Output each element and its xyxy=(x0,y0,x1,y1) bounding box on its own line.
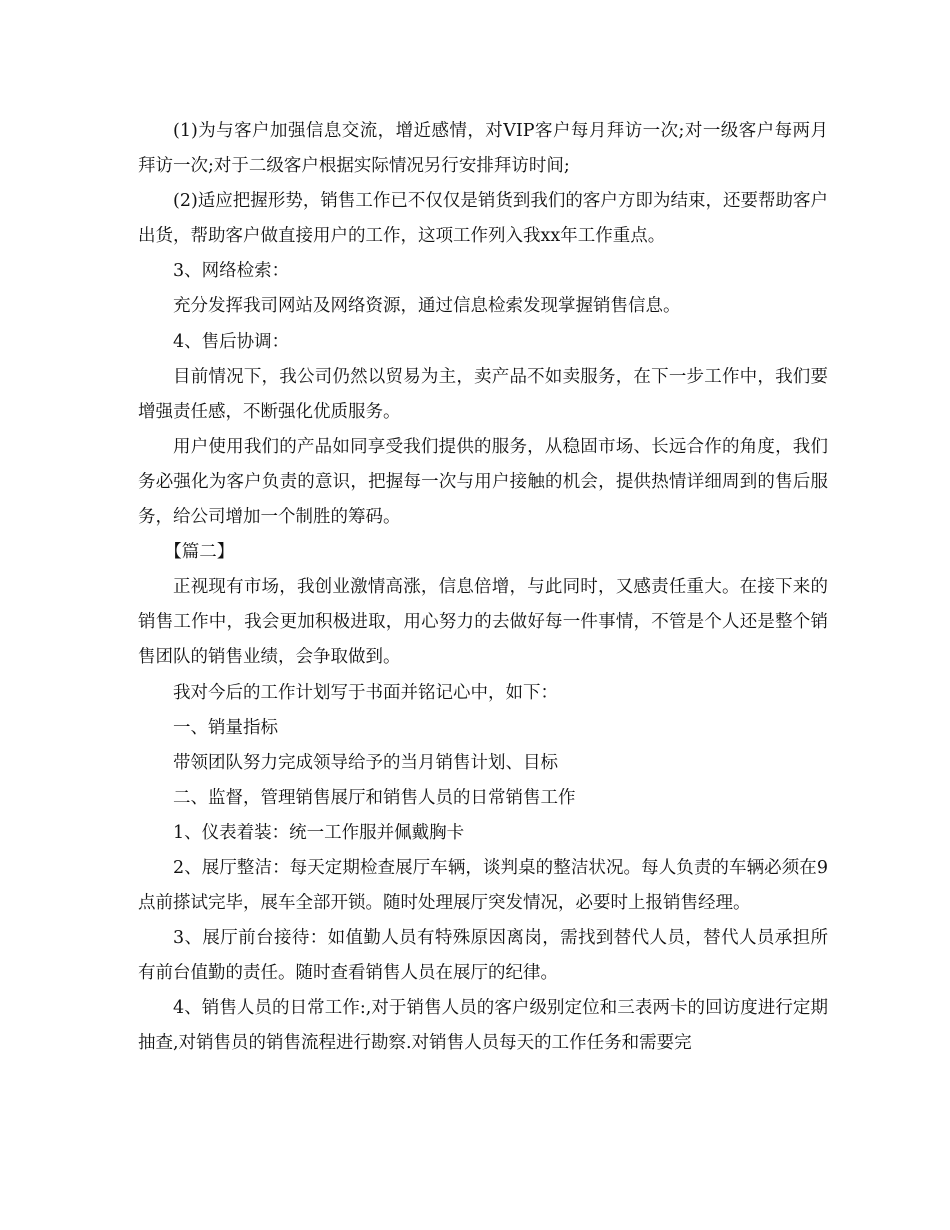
paragraph-market-outlook: 正视现有市场，我创业激情高涨，信息倍增，与此同时，又感责任重大。在接下来的销售工作中，我会更加积极进取，用心努力的去做好每一件事情，不管是个人还是整个销售团队的销售业绩，会争取做到。 xyxy=(138,577,828,668)
paragraph-after-sales-service: 用户使用我们的产品如同享受我们提供的服务，从稳固市场、长远合作的角度，我们务必强化为客户负责的意识，把握每一次与用户接触的机会，提供热情详细周到的售后服务，给公司增加一个制胜的筹码。 xyxy=(138,436,828,528)
document-body xyxy=(138,114,828,1062)
list-item-front-desk: 3、展厅前台接待：如值勤人员有特殊原因离岗，需找到替代人员，替代人员承担所有前台值勤的责任。随时查看销售人员在展厅的纪律。 xyxy=(138,928,828,984)
chapter-heading-part-two: 【篇二】 xyxy=(164,542,235,563)
paragraph-market-adaptation: (2)适应把握形势，销售工作已不仅仅是销货到我们的客户方即为结束，还要帮助客户出货，帮助客户做直接用户的工作，这项工作列入我xx年工作重点。 xyxy=(138,191,828,247)
list-item-dress-code: 1、仪表着装：统一工作服并佩戴胸卡 xyxy=(173,822,465,843)
paragraph-after-sales-current: 目前情况下，我公司仍然以贸易为主，卖产品不如卖服务，在下一步工作中，我们要增强责任感，不断强化优质服务。 xyxy=(138,366,828,422)
section-heading-network-search: 3、网络检索： xyxy=(173,261,290,282)
section-heading-sales-target: 一、销量指标 xyxy=(173,717,278,738)
list-item-showroom-cleanliness: 2、展厅整洁：每天定期检查展厅车辆，谈判桌的整洁状况。每人负责的车辆必须在9点前搽试完毕，展车全部开锁。随时处理展厅突发情况，必要时上报销售经理。 xyxy=(138,857,828,914)
paragraph-visit-schedule: (1)为与客户加强信息交流，增近感情，对VIP客户每月拜访一次;对一级客户每两月拜访一次;对于二级客户根据实际情况另行安排拜访时间; xyxy=(138,121,828,177)
paragraph-sales-target: 带领团队努力完成领导给予的当月销售计划、目标 xyxy=(173,752,558,773)
section-heading-supervision: 二、监督，管理销售展厅和销售人员的日常销售工作 xyxy=(173,787,576,808)
paragraph-network-search: 充分发挥我司网站及网络资源，通过信息检索发现掌握销售信息。 xyxy=(173,296,681,317)
paragraph-plan-intro: 我对今后的工作计划写于书面并铭记心中，如下： xyxy=(173,682,558,703)
list-item-daily-work: 4、销售人员的日常工作:,对于销售人员的客户级别定位和三表两卡的回访度进行定期抽查,对销售员的销售流程进行勘察.对销售人员每天的工作任务和需要完 xyxy=(138,998,828,1054)
section-heading-after-sales: 4、售后协调： xyxy=(173,331,290,352)
